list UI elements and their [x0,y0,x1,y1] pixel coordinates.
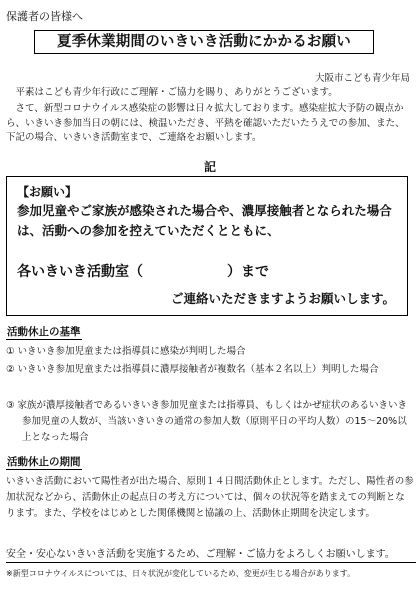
page-title: 夏季休業期間のいきいき活動にかかるお願い [34,30,374,54]
closing-line: 安全・安心ないきいき活動を実施するため、ご理解・ご協力をよろしくお願いします。 [6,548,416,563]
intro-text-1: 平素はこども青少年行政にご理解・ご協力を賜り、ありがとうございます。 [15,87,338,98]
request-box [6,176,408,316]
criteria-heading: 活動休止の基準 [7,326,81,338]
intro-paragraph-2 [6,102,414,146]
criteria-item-3 [6,398,414,446]
criteria-item-2-text: ② いきいき参加児童または指導員に濃厚接触者が複数名（基本２名以上）判明した場合 [6,364,379,375]
request-contact: ご連絡いただきますようお願いします。 [170,291,395,306]
request-heading: 【お願い】 [17,185,78,199]
intro-paragraph-1 [6,86,414,101]
criteria-item-2 [6,362,414,378]
footnote: ※新型コロナウイルスについては、日々状況が変化しているため、変更が生じる場合があります。 [6,569,356,578]
period-body: いきいき活動において陽性者が出た場合、原則１４日間活動休止とします。ただし、陽性者の参加状況などから、活動休止の起点日の考え方については、個々の状況等を踏まえての判断となります。また、学校をはじめとした関係機関と協議の上、活動休止期間を決定します。 [6,476,414,519]
criteria-item-3-text: ③ 家族が濃厚接触者であるいきいき参加児童または指導員、もしくはかぜ症状のあるいきいき参加児童の人数が、当該いきいきの通常の参加人数（原則平日の平均人数）の15～20%以上となった場合 [6,400,408,443]
addressee: 保護者の皆様へ [6,10,83,23]
criteria-item-1 [6,344,414,360]
intro-text-2: さて、新型コロナウイルス感染症の影響は日々拡大しております。感染症拡大予防の観点から、いきいき参加当日の朝には、検温いただき、平熱を確認いただいたうえでの参加、また、下記の場合、いきいき活動室まで、ご連絡をお願いします。 [6,103,405,143]
criteria-item-1-text: ① いきいき参加児童または指導員に感染が判明した場合 [6,346,246,357]
period-heading: 活動休止の期間 [7,456,81,468]
request-body: 参加児童やご家族が感染された場合や、濃厚接触者となられた場合は、活動への参加を控えていただくとともに、 [17,203,392,238]
ki-heading: 記 [203,160,216,174]
request-room: 各いきいき活動室（ ）まで [17,264,269,280]
sender: 大阪市こども青少年局 [314,73,410,84]
